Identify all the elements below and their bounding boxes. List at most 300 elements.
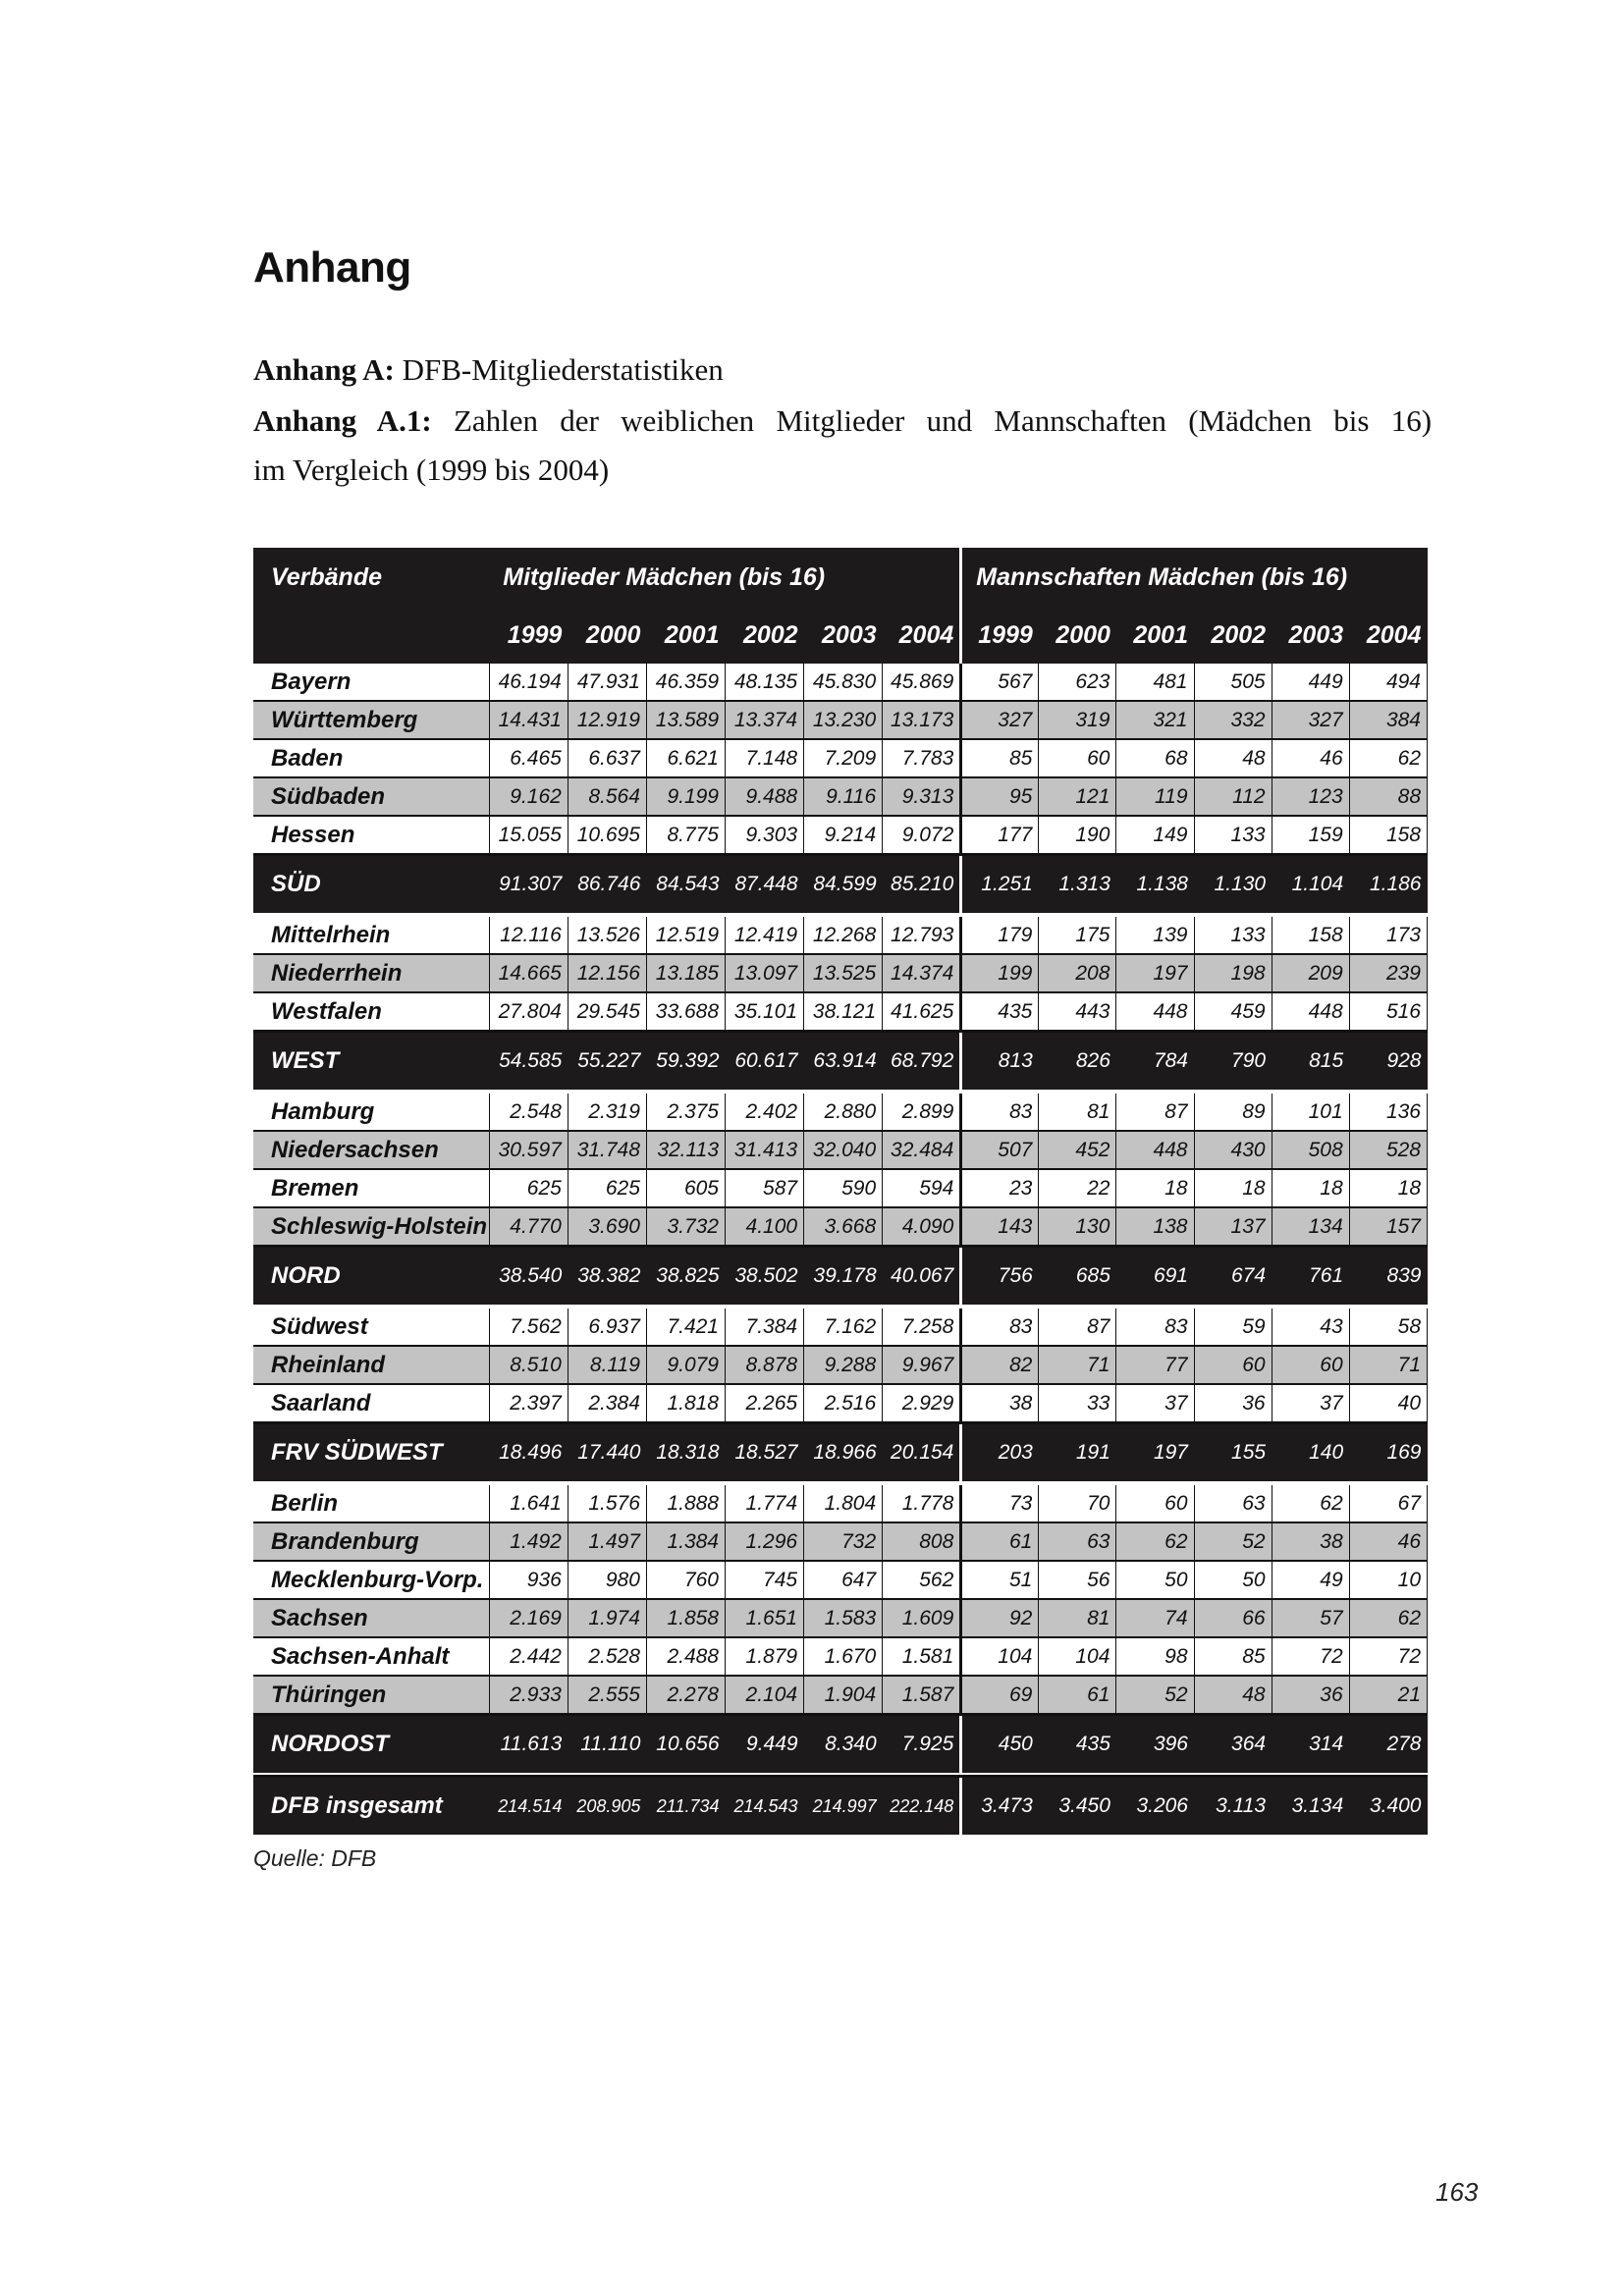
- table-row: [253, 1384, 1428, 1423]
- teams-cell: 61: [961, 1522, 1039, 1561]
- members-cell: 46.194: [489, 664, 568, 701]
- members-cell: 1.587: [883, 1676, 961, 1715]
- teams-cell: 33: [1039, 1384, 1116, 1423]
- teams-cell: 21: [1349, 1676, 1427, 1715]
- teams-cell: 3.134: [1272, 1777, 1349, 1836]
- subtotal-row-name: NORD: [253, 1247, 489, 1306]
- members-cell: 87.448: [726, 855, 804, 914]
- teams-cell: 332: [1194, 701, 1272, 739]
- members-cell: 41.625: [883, 992, 961, 1032]
- members-cell: 1.609: [883, 1599, 961, 1637]
- teams-cell: 67: [1349, 1485, 1427, 1522]
- teams-cell: 139: [1116, 917, 1194, 954]
- teams-cell: 448: [1272, 992, 1349, 1032]
- members-cell: 1.904: [804, 1676, 883, 1715]
- teams-cell: 136: [1349, 1094, 1427, 1131]
- members-cell: 8.775: [646, 816, 725, 855]
- teams-cell: 149: [1116, 816, 1194, 855]
- teams-cell: 190: [1039, 816, 1116, 855]
- column-header-verbaende: Verbände: [253, 548, 489, 607]
- table-row-name: Saarland: [253, 1384, 489, 1423]
- teams-cell: 58: [1349, 1308, 1427, 1346]
- members-cell: 9.313: [883, 777, 961, 816]
- teams-cell: 121: [1039, 777, 1116, 816]
- members-cell: 6.621: [646, 739, 725, 777]
- members-cell: 38.502: [726, 1247, 804, 1306]
- teams-cell: 507: [961, 1131, 1039, 1169]
- members-cell: 13.525: [804, 954, 883, 992]
- members-cell: 39.178: [804, 1247, 883, 1306]
- table-row: [253, 1131, 1428, 1169]
- teams-cell: 1.313: [1039, 855, 1116, 914]
- table-row-name: Niedersachsen: [253, 1131, 489, 1169]
- members-cell: 12.156: [568, 954, 646, 992]
- teams-cell: 790: [1194, 1032, 1272, 1091]
- members-cell: 63.914: [804, 1032, 883, 1091]
- teams-cell: 567: [961, 664, 1039, 701]
- teams-cell: 815: [1272, 1032, 1349, 1091]
- members-cell: 17.440: [568, 1423, 646, 1482]
- members-cell: 11.110: [568, 1715, 646, 1774]
- teams-cell: 87: [1116, 1094, 1194, 1131]
- members-cell: 1.888: [646, 1485, 725, 1522]
- members-cell: 214.514: [489, 1777, 568, 1836]
- members-cell: 1.651: [726, 1599, 804, 1637]
- members-cell: 20.154: [883, 1423, 961, 1482]
- teams-cell: 3.113: [1194, 1777, 1272, 1836]
- table-year-header: [253, 607, 1428, 664]
- page-number: 163: [1435, 2177, 1479, 2207]
- teams-cell: 36: [1194, 1384, 1272, 1423]
- teams-cell: 435: [961, 992, 1039, 1032]
- year-header-members: 2001: [646, 607, 725, 664]
- teams-cell: 435: [1039, 1715, 1116, 1774]
- teams-cell: 37: [1272, 1384, 1349, 1423]
- subtotal-row: [253, 1032, 1428, 1091]
- subtotal-row-name: WEST: [253, 1032, 489, 1091]
- teams-cell: 63: [1039, 1522, 1116, 1561]
- teams-cell: 175: [1039, 917, 1116, 954]
- teams-cell: 928: [1349, 1032, 1427, 1091]
- teams-cell: 62: [1349, 1599, 1427, 1637]
- table-row: [253, 1599, 1428, 1637]
- members-cell: 15.055: [489, 816, 568, 855]
- members-cell: 86.746: [568, 855, 646, 914]
- source-note: Quelle: DFB: [253, 1845, 377, 1871]
- members-cell: 18.496: [489, 1423, 568, 1482]
- teams-cell: 134: [1272, 1207, 1349, 1247]
- teams-cell: 73: [961, 1485, 1039, 1522]
- teams-cell: 40: [1349, 1384, 1427, 1423]
- teams-cell: 70: [1039, 1485, 1116, 1522]
- teams-cell: 143: [961, 1207, 1039, 1247]
- members-cell: 2.488: [646, 1637, 725, 1676]
- teams-cell: 18: [1349, 1169, 1427, 1207]
- subtotal-row: [253, 855, 1428, 914]
- table-row: [253, 701, 1428, 739]
- members-cell: 2.384: [568, 1384, 646, 1423]
- members-cell: 2.516: [804, 1384, 883, 1423]
- members-cell: 3.690: [568, 1207, 646, 1247]
- members-cell: 6.465: [489, 739, 568, 777]
- table-row-name: Niederrhein: [253, 954, 489, 992]
- year-header-members: 2002: [726, 607, 804, 664]
- teams-cell: 459: [1194, 992, 1272, 1032]
- teams-cell: 71: [1039, 1346, 1116, 1384]
- teams-cell: 104: [1039, 1637, 1116, 1676]
- teams-cell: 481: [1116, 664, 1194, 701]
- teams-cell: 87: [1039, 1308, 1116, 1346]
- members-cell: 8.564: [568, 777, 646, 816]
- members-cell: 59.392: [646, 1032, 725, 1091]
- teams-cell: 691: [1116, 1247, 1194, 1306]
- teams-cell: 784: [1116, 1032, 1194, 1091]
- teams-cell: 50: [1194, 1561, 1272, 1599]
- members-cell: 9.303: [726, 816, 804, 855]
- members-cell: 605: [646, 1169, 725, 1207]
- members-cell: 4.100: [726, 1207, 804, 1247]
- teams-cell: 98: [1116, 1637, 1194, 1676]
- teams-cell: 203: [961, 1423, 1039, 1482]
- teams-cell: 66: [1194, 1599, 1272, 1637]
- teams-cell: 443: [1039, 992, 1116, 1032]
- teams-cell: 321: [1116, 701, 1194, 739]
- table-row-name: Württemberg: [253, 701, 489, 739]
- year-header-teams: 2001: [1116, 607, 1194, 664]
- members-cell: 9.162: [489, 777, 568, 816]
- members-cell: 9.214: [804, 816, 883, 855]
- table-label: Anhang A.1:: [253, 403, 432, 438]
- members-cell: 1.818: [646, 1384, 725, 1423]
- table-row-name: Sachsen: [253, 1599, 489, 1637]
- teams-cell: 133: [1194, 917, 1272, 954]
- members-cell: 760: [646, 1561, 725, 1599]
- members-cell: 594: [883, 1169, 961, 1207]
- teams-cell: 83: [961, 1094, 1039, 1131]
- teams-cell: 1.130: [1194, 855, 1272, 914]
- members-cell: 18.318: [646, 1423, 725, 1482]
- year-header-members: 2003: [804, 607, 883, 664]
- teams-cell: 74: [1116, 1599, 1194, 1637]
- teams-cell: 197: [1116, 954, 1194, 992]
- members-cell: 13.374: [726, 701, 804, 739]
- members-cell: 1.641: [489, 1485, 568, 1522]
- teams-cell: 278: [1349, 1715, 1427, 1774]
- teams-cell: 72: [1272, 1637, 1349, 1676]
- group-header-members: Mitglieder Mädchen (bis 16): [489, 548, 961, 607]
- members-cell: 2.555: [568, 1676, 646, 1715]
- year-header-teams: 2003: [1272, 607, 1349, 664]
- teams-cell: 46: [1349, 1522, 1427, 1561]
- members-cell: 4.770: [489, 1207, 568, 1247]
- teams-cell: 197: [1116, 1423, 1194, 1482]
- members-cell: 808: [883, 1522, 961, 1561]
- year-header-members: 2004: [883, 607, 961, 664]
- members-cell: 12.919: [568, 701, 646, 739]
- teams-cell: 83: [1116, 1308, 1194, 1346]
- table-row-name: Südwest: [253, 1308, 489, 1346]
- members-cell: 12.793: [883, 917, 961, 954]
- grand-total-row: [253, 1777, 1428, 1836]
- members-cell: 208.905: [568, 1777, 646, 1836]
- members-cell: 1.774: [726, 1485, 804, 1522]
- table-caption-line1: [253, 397, 1432, 446]
- members-cell: 13.589: [646, 701, 725, 739]
- table-row-name: Westfalen: [253, 992, 489, 1032]
- members-cell: 31.413: [726, 1131, 804, 1169]
- members-cell: 1.778: [883, 1485, 961, 1522]
- teams-cell: 158: [1349, 816, 1427, 855]
- members-cell: 9.288: [804, 1346, 883, 1384]
- teams-cell: 60: [1039, 739, 1116, 777]
- members-cell: 13.173: [883, 701, 961, 739]
- members-cell: 2.929: [883, 1384, 961, 1423]
- members-cell: 7.258: [883, 1308, 961, 1346]
- teams-cell: 516: [1349, 992, 1427, 1032]
- table-row: [253, 1346, 1428, 1384]
- teams-cell: 85: [961, 739, 1039, 777]
- members-cell: 2.397: [489, 1384, 568, 1423]
- members-cell: 33.688: [646, 992, 725, 1032]
- members-cell: 625: [568, 1169, 646, 1207]
- members-cell: 2.402: [726, 1094, 804, 1131]
- members-cell: 7.148: [726, 739, 804, 777]
- members-cell: 7.562: [489, 1308, 568, 1346]
- members-cell: 38.382: [568, 1247, 646, 1306]
- teams-cell: 327: [1272, 701, 1349, 739]
- members-cell: 2.104: [726, 1676, 804, 1715]
- teams-cell: 82: [961, 1346, 1039, 1384]
- year-header-teams: 2004: [1349, 607, 1427, 664]
- members-cell: 32.113: [646, 1131, 725, 1169]
- teams-cell: 57: [1272, 1599, 1349, 1637]
- table-row-name: Bayern: [253, 664, 489, 701]
- year-header-teams: 2002: [1194, 607, 1272, 664]
- teams-cell: 494: [1349, 664, 1427, 701]
- members-cell: 745: [726, 1561, 804, 1599]
- members-cell: 2.265: [726, 1384, 804, 1423]
- teams-cell: 43: [1272, 1308, 1349, 1346]
- teams-cell: 77: [1116, 1346, 1194, 1384]
- teams-cell: 60: [1272, 1346, 1349, 1384]
- teams-cell: 123: [1272, 777, 1349, 816]
- teams-cell: 452: [1039, 1131, 1116, 1169]
- members-cell: 2.319: [568, 1094, 646, 1131]
- members-cell: 980: [568, 1561, 646, 1599]
- members-cell: 732: [804, 1522, 883, 1561]
- table-row-name: Baden: [253, 739, 489, 777]
- table-row: [253, 1094, 1428, 1131]
- subtotal-row: [253, 1247, 1428, 1306]
- appendix-title: DFB-Mitgliederstatistiken: [402, 352, 724, 387]
- teams-cell: 449: [1272, 664, 1349, 701]
- members-cell: 6.937: [568, 1308, 646, 1346]
- teams-cell: 62: [1116, 1522, 1194, 1561]
- members-cell: 1.670: [804, 1637, 883, 1676]
- teams-cell: 71: [1349, 1346, 1427, 1384]
- table-row: [253, 1207, 1428, 1247]
- table-caption: [253, 397, 1432, 495]
- table-row-name: Bremen: [253, 1169, 489, 1207]
- members-cell: 91.307: [489, 855, 568, 914]
- teams-cell: 177: [961, 816, 1039, 855]
- members-cell: 12.419: [726, 917, 804, 954]
- members-cell: 1.581: [883, 1637, 961, 1676]
- teams-cell: 505: [1194, 664, 1272, 701]
- members-cell: 214.543: [726, 1777, 804, 1836]
- year-header-blank: [253, 607, 489, 664]
- teams-cell: 69: [961, 1676, 1039, 1715]
- teams-cell: 685: [1039, 1247, 1116, 1306]
- subtotal-row-name: FRV SÜDWEST: [253, 1423, 489, 1482]
- teams-cell: 169: [1349, 1423, 1427, 1482]
- members-cell: 647: [804, 1561, 883, 1599]
- members-cell: 8.340: [804, 1715, 883, 1774]
- teams-cell: 364: [1194, 1715, 1272, 1774]
- year-header-members: 1999: [489, 607, 568, 664]
- members-cell: 30.597: [489, 1131, 568, 1169]
- members-cell: 13.230: [804, 701, 883, 739]
- members-cell: 2.278: [646, 1676, 725, 1715]
- members-cell: 2.933: [489, 1676, 568, 1715]
- members-cell: 214.997: [804, 1777, 883, 1836]
- members-cell: 2.899: [883, 1094, 961, 1131]
- table-row-name: Schleswig-Holstein: [253, 1207, 489, 1247]
- members-cell: 9.967: [883, 1346, 961, 1384]
- teams-cell: 159: [1272, 816, 1349, 855]
- teams-cell: 51: [961, 1561, 1039, 1599]
- teams-cell: 18: [1194, 1169, 1272, 1207]
- members-cell: 8.878: [726, 1346, 804, 1384]
- members-cell: 7.783: [883, 739, 961, 777]
- teams-cell: 3.206: [1116, 1777, 1194, 1836]
- members-cell: 1.492: [489, 1522, 568, 1561]
- table-row: [253, 1522, 1428, 1561]
- members-cell: 35.101: [726, 992, 804, 1032]
- members-cell: 31.748: [568, 1131, 646, 1169]
- members-cell: 2.880: [804, 1094, 883, 1131]
- teams-cell: 209: [1272, 954, 1349, 992]
- group-header-teams: Mannschaften Mädchen (bis 16): [961, 548, 1428, 607]
- table-body: [253, 664, 1428, 1835]
- teams-cell: 88: [1349, 777, 1427, 816]
- members-cell: 625: [489, 1169, 568, 1207]
- teams-cell: 104: [961, 1637, 1039, 1676]
- members-cell: 222.148: [883, 1777, 961, 1836]
- teams-cell: 155: [1194, 1423, 1272, 1482]
- members-cell: 8.510: [489, 1346, 568, 1384]
- year-header-teams: 2000: [1039, 607, 1116, 664]
- members-cell: 60.617: [726, 1032, 804, 1091]
- table-row-name: Mittelrhein: [253, 917, 489, 954]
- teams-cell: 448: [1116, 992, 1194, 1032]
- subtotal-row: [253, 1715, 1428, 1774]
- table-row: [253, 816, 1428, 855]
- table-row-name: Hessen: [253, 816, 489, 855]
- teams-cell: 52: [1116, 1676, 1194, 1715]
- members-cell: 12.268: [804, 917, 883, 954]
- teams-cell: 384: [1349, 701, 1427, 739]
- members-cell: 7.421: [646, 1308, 725, 1346]
- teams-cell: 62: [1272, 1485, 1349, 1522]
- year-header-members: 2000: [568, 607, 646, 664]
- teams-cell: 36: [1272, 1676, 1349, 1715]
- teams-cell: 38: [961, 1384, 1039, 1423]
- teams-cell: 1.104: [1272, 855, 1349, 914]
- teams-cell: 18: [1272, 1169, 1349, 1207]
- members-cell: 13.526: [568, 917, 646, 954]
- teams-cell: 52: [1194, 1522, 1272, 1561]
- teams-cell: 1.138: [1116, 855, 1194, 914]
- members-cell: 590: [804, 1169, 883, 1207]
- table-row-name: Berlin: [253, 1485, 489, 1522]
- teams-cell: 48: [1194, 739, 1272, 777]
- members-cell: 2.375: [646, 1094, 725, 1131]
- teams-cell: 46: [1272, 739, 1349, 777]
- members-cell: 4.090: [883, 1207, 961, 1247]
- table-row: [253, 1637, 1428, 1676]
- teams-cell: 430: [1194, 1131, 1272, 1169]
- teams-cell: 1.186: [1349, 855, 1427, 914]
- table-row: [253, 1676, 1428, 1715]
- members-cell: 9.072: [883, 816, 961, 855]
- members-cell: 27.804: [489, 992, 568, 1032]
- members-cell: 54.585: [489, 1032, 568, 1091]
- teams-cell: 839: [1349, 1247, 1427, 1306]
- table-row: [253, 664, 1428, 701]
- membership-table: [253, 548, 1428, 1835]
- teams-cell: 191: [1039, 1423, 1116, 1482]
- teams-cell: 49: [1272, 1561, 1349, 1599]
- table-row: [253, 739, 1428, 777]
- members-cell: 9.079: [646, 1346, 725, 1384]
- teams-cell: 133: [1194, 816, 1272, 855]
- members-cell: 13.185: [646, 954, 725, 992]
- members-cell: 29.545: [568, 992, 646, 1032]
- teams-cell: 62: [1349, 739, 1427, 777]
- members-cell: 46.359: [646, 664, 725, 701]
- members-cell: 8.119: [568, 1346, 646, 1384]
- table-row: [253, 992, 1428, 1032]
- subtotal-row-name: NORDOST: [253, 1715, 489, 1774]
- table-row: [253, 1308, 1428, 1346]
- teams-cell: 81: [1039, 1599, 1116, 1637]
- members-cell: 9.199: [646, 777, 725, 816]
- members-cell: 45.869: [883, 664, 961, 701]
- teams-cell: 3.400: [1349, 1777, 1427, 1836]
- table-row-name: Rheinland: [253, 1346, 489, 1384]
- members-cell: 1.296: [726, 1522, 804, 1561]
- table-row: [253, 954, 1428, 992]
- teams-cell: 92: [961, 1599, 1039, 1637]
- members-cell: 85.210: [883, 855, 961, 914]
- members-cell: 48.135: [726, 664, 804, 701]
- members-cell: 1.879: [726, 1637, 804, 1676]
- teams-cell: 3.450: [1039, 1777, 1116, 1836]
- table-row: [253, 1169, 1428, 1207]
- teams-cell: 199: [961, 954, 1039, 992]
- teams-cell: 101: [1272, 1094, 1349, 1131]
- appendix-label: Anhang A:: [253, 352, 395, 387]
- members-cell: 18.966: [804, 1423, 883, 1482]
- teams-cell: 95: [961, 777, 1039, 816]
- members-cell: 1.804: [804, 1485, 883, 1522]
- members-cell: 12.519: [646, 917, 725, 954]
- members-cell: 7.925: [883, 1715, 961, 1774]
- year-header-teams: 1999: [961, 607, 1039, 664]
- members-cell: 7.209: [804, 739, 883, 777]
- members-cell: 3.668: [804, 1207, 883, 1247]
